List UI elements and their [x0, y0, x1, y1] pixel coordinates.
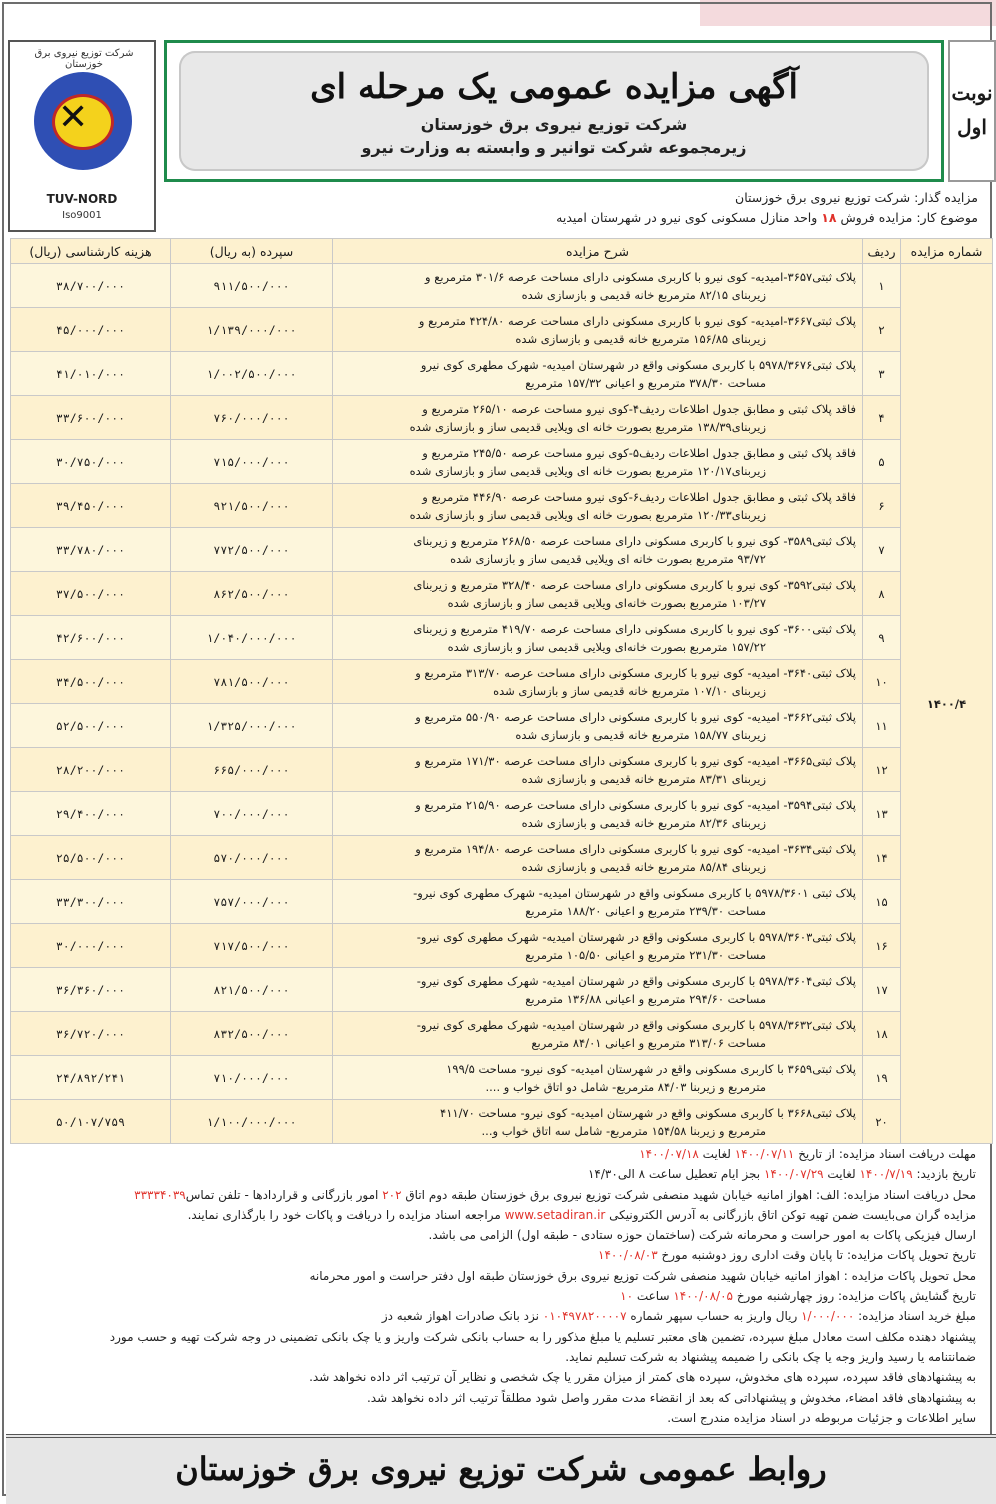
- description-cell: [333, 880, 863, 924]
- desc-line-1: پلاک ثبتی۳۶۶۲- امیدیه- کوی نیرو با کاربری مسکونی دارای مساحت عرصه ۵۵۰/۹۰ مترمربع و: [415, 709, 856, 724]
- note-t: محل تحویل پاکات مزایده : اهواز امانیه خیابان شهید منصفی شرکت توزیع نیروی برق خوزستان طبقه اول دفتر حراست و امور محرمانه: [309, 1268, 976, 1283]
- fee-cell: ۲۹/۴۰۰/۰۰۰: [11, 792, 171, 836]
- table-row: [11, 1100, 993, 1144]
- desc-line-1: فاقد پلاک ثبتی و مطابق جدول اطلاعات ردیف۴-کوی نیرو مساحت عرصه ۲۶۵/۱۰ مترمربع و: [422, 401, 856, 416]
- description-cell: [333, 792, 863, 836]
- description-cell: [333, 924, 863, 968]
- note-r: ۱۴۰۰/۷/۱۹: [859, 1167, 913, 1182]
- description-cell: [333, 352, 863, 396]
- note-t: تاریخ گشایش پاکات مزایده: روز چهارشنبه مورخ: [733, 1289, 976, 1304]
- table-row: [11, 528, 993, 572]
- note-r: ۲۰۲: [382, 1187, 402, 1202]
- fee-cell: ۳۷/۵۰۰/۰۰۰: [11, 572, 171, 616]
- note-t: تاریخ بازدید:: [912, 1167, 976, 1182]
- deposit-cell: ۷۸۱/۵۰۰/۰۰۰: [171, 660, 333, 704]
- note-t3: نزد بانک صادرات اهواز شعبه دز: [381, 1309, 543, 1324]
- fee-cell: ۳۴/۵۰۰/۰۰۰: [11, 660, 171, 704]
- desc-line-2: زیربنای ۱۵۶/۸۵ مترمربع خانه قدیمی و بازسازی شده: [515, 331, 766, 346]
- deposit-cell: ۹۱۱/۵۰۰/۰۰۰: [171, 264, 333, 308]
- fee-cell: ۳۶/۳۶۰/۰۰۰: [11, 968, 171, 1012]
- note-line: [18, 1408, 976, 1428]
- desc-line-2: ۱۵۷/۲۲ مترمربع بصورت خانه‌ای ویلایی قدیمی ساز و بازسازی شده: [447, 639, 766, 654]
- auction-number-cell: ۱۴۰۰/۴: [901, 264, 993, 1144]
- note-line: [18, 1245, 976, 1265]
- note-r: ۱/۰۰۰/۰۰۰: [801, 1309, 855, 1324]
- fee-cell: ۴۵/۰۰۰/۰۰۰: [11, 308, 171, 352]
- fee-cell: ۵۲/۵۰۰/۰۰۰: [11, 704, 171, 748]
- note-r: ۱۴۰۰/۰۸/۰۳: [598, 1248, 658, 1263]
- fee-cell: ۵۰/۱۰۷/۷۵۹: [11, 1100, 171, 1144]
- row-number-cell: ۱۸: [863, 1012, 901, 1056]
- table-row: [11, 396, 993, 440]
- note-t: سایر اطلاعات و جزئیات مربوطه در اسناد مزایده مندرج است.: [667, 1410, 976, 1425]
- description-cell: [333, 1056, 863, 1100]
- desc-line-1: پلاک ثبتی ۵۹۷۸/۳۶۰۱ با کاربری مسکونی واقع در شهرستان امیدیه- شهرک مطهری کوی نیرو-: [413, 885, 856, 900]
- description-cell: [333, 748, 863, 792]
- note-line: [18, 1185, 976, 1205]
- note-line: [18, 1266, 976, 1286]
- note-t: پیشنهاد دهنده مکلف است معادل مبلغ سپرده، تضمین های معتبر تسلیم یا مبلغ مذکور را به حساب بانکی شرکت واریز و یا چک بانکی تضمینی در وجه شرکت تهیه و حسب مورد: [109, 1329, 976, 1344]
- table-row: [11, 264, 993, 308]
- note-line: [18, 1144, 976, 1164]
- footer-text: روابط عمومی شرکت توزیع نیروی برق خوزستان: [175, 1450, 827, 1488]
- row-number-cell: ۳: [863, 352, 901, 396]
- deposit-cell: ۱/۱۳۹/۰۰۰/۰۰۰: [171, 308, 333, 352]
- desc-line-2: مساحت ۲۳۹/۳۰ مترمربع و اعیانی ۱۸۸/۲۰ مترمربع: [525, 903, 766, 918]
- note-r2: ۳۳۳۳۴۰۳۹: [134, 1187, 186, 1202]
- table-row: [11, 440, 993, 484]
- deposit-cell: ۶۶۵/۰۰۰/۰۰۰: [171, 748, 333, 792]
- footer-banner: [6, 1434, 996, 1504]
- table-row: [11, 748, 993, 792]
- company-logo: [8, 40, 156, 232]
- iso-label: Iso9001: [62, 210, 102, 221]
- header-desc: شرح مزایده: [333, 239, 863, 264]
- deposit-cell: ۱/۰۰۲/۵۰۰/۰۰۰: [171, 352, 333, 396]
- fee-cell: ۳۰/۰۰۰/۰۰۰: [11, 924, 171, 968]
- desc-line-2: زیربنای ۸۳/۳۱ مترمربع خانه قدیمی و بازسازی شده: [521, 771, 766, 786]
- note-t: تاریخ تحویل پاکات مزایده: تا پایان وقت اداری روز دوشنبه مورخ: [657, 1248, 976, 1263]
- note-r2: ۱۴۰۰/۰۷/۲۹: [763, 1167, 824, 1182]
- note-t: مبلغ خرید اسناد مزایده:: [854, 1309, 976, 1324]
- note-r[interactable]: www.setadiran.ir: [504, 1207, 606, 1222]
- deposit-cell: ۸۳۲/۵۰۰/۰۰۰: [171, 1012, 333, 1056]
- desc-line-1: پلاک ثبتی۳۶۶۸ با کاربری مسکونی واقع در شهرستان امیدیه- کوی نیرو- مساحت ۴۱۱/۷۰: [440, 1105, 856, 1120]
- subject-label: موضوع کار:: [916, 210, 978, 225]
- fee-cell: ۳۳/۶۰۰/۰۰۰: [11, 396, 171, 440]
- table-row: [11, 880, 993, 924]
- fee-cell: ۳۳/۳۰۰/۰۰۰: [11, 880, 171, 924]
- row-number-cell: ۲: [863, 308, 901, 352]
- row-number-cell: ۱۵: [863, 880, 901, 924]
- note-r2: ۱۰: [620, 1289, 634, 1304]
- title-panel: [179, 51, 929, 171]
- header-fee: هزینه کارشناسی (ریال): [11, 239, 171, 264]
- fee-cell: ۳۶/۷۲۰/۰۰۰: [11, 1012, 171, 1056]
- turn-badge: [948, 40, 996, 182]
- table-body: [11, 264, 993, 1144]
- description-cell: [333, 1012, 863, 1056]
- table-row: [11, 352, 993, 396]
- fee-cell: ۲۴/۸۹۲/۲۴۱: [11, 1056, 171, 1100]
- description-cell: [333, 308, 863, 352]
- row-number-cell: ۲۰: [863, 1100, 901, 1144]
- desc-line-1: پلاک ثبتی۳۵۸۹- کوی نیرو با کاربری مسکونی دارای مساحت عرصه ۲۶۸/۵۰ مترمربع و زیربنای: [413, 533, 856, 548]
- table-row: [11, 660, 993, 704]
- header-deposit: سپرده (به ریال): [171, 239, 333, 264]
- page-title: آگهی مزایده عمومی یک مرحله ای: [310, 67, 798, 107]
- note-line: [18, 1367, 976, 1387]
- desc-line-2: مترمربع و زیربنا ۸۴/۰۳ مترمربع- شامل دو اتاق خواب و ....: [485, 1079, 766, 1094]
- note-line: [18, 1327, 976, 1347]
- desc-line-1: پلاک ثبتی۵۹۷۸/۳۶۳۲ با کاربری مسکونی واقع در شهرستان امیدیه- شهرک مطهری کوی نیرو-: [416, 1017, 856, 1032]
- fee-cell: ۳۰/۷۵۰/۰۰۰: [11, 440, 171, 484]
- desc-line-1: پلاک ثبتی۵۹۷۸/۳۶۷۶ با کاربری مسکونی واقع در شهرستان امیدیه- شهرک مطهری کوی نیرو: [420, 357, 856, 372]
- desc-line-2: زیربنای ۱۰۷/۱۰ مترمربع خانه قدیمی ساز و بازسازی شده: [493, 683, 766, 698]
- note-t: ضمانتنامه یا رسید واریز وجه یا چک بانکی را ضمیمه پیشنهاد به شرکت تسلیم نماید.: [565, 1349, 976, 1364]
- row-number-cell: ۴: [863, 396, 901, 440]
- deposit-cell: ۱/۱۰۰/۰۰۰/۰۰۰: [171, 1100, 333, 1144]
- note-t: ارسال فیزیکی پاکات به امور حراست و محرمانه شرکت (ساختمان حوزه ستادی - طبقه اول) الزامی می باشد.: [428, 1228, 976, 1243]
- logo-arc-text: شرکت توزیع نیروی برق خوزستان: [34, 48, 134, 70]
- desc-line-1: پلاک ثبتی۵۹۷۸/۳۶۰۴ با کاربری مسکونی واقع در شهرستان امیدیه- شهرک مطهری کوی نیرو-: [416, 973, 856, 988]
- row-number-cell: ۱۷: [863, 968, 901, 1012]
- deposit-cell: ۷۱۰/۰۰۰/۰۰۰: [171, 1056, 333, 1100]
- note-line: [18, 1225, 976, 1245]
- table-row: [11, 1012, 993, 1056]
- note-t2: ریال واریز به حساب سپهر شماره: [626, 1309, 802, 1324]
- desc-line-2: مترمربع و زیربنا ۱۵۴/۵۸ مترمربع- شامل سه اتاق خواب و...: [481, 1123, 766, 1138]
- table-row: [11, 924, 993, 968]
- table-header-row: [11, 239, 993, 264]
- deposit-cell: ۱/۳۲۵/۰۰۰/۰۰۰: [171, 704, 333, 748]
- description-cell: [333, 484, 863, 528]
- description-cell: [333, 836, 863, 880]
- desc-line-1: فاقد پلاک ثبتی و مطابق جدول اطلاعات ردیف۶-کوی نیرو مساحت عرصه ۴۴۶/۹۰ مترمربع و: [422, 489, 856, 504]
- organizer-value: شرکت توزیع نیروی برق خوزستان: [735, 190, 911, 205]
- desc-line-2: زیربنای۱۲۰/۳۳ مترمربع بصورت خانه ای ویلایی قدیمی ساز و بازسازی شده: [409, 507, 766, 522]
- note-r2: ۱۴۰۰/۰۷/۱۸: [639, 1147, 699, 1161]
- note-line: [18, 1388, 976, 1408]
- row-number-cell: ۷: [863, 528, 901, 572]
- row-number-cell: ۱۴: [863, 836, 901, 880]
- note-r: ۱۴۰۰/۰۸/۰۵: [673, 1289, 733, 1304]
- note-t: به پیشنهادهای فاقد سپرده، سپرده های مخدوش، سپرده های کمتر از میزان مقرر یا چک شخصی و نظایر آن ترتیب اثر داده نخواهد شد.: [309, 1370, 976, 1385]
- note-r: ۱۴۰۰/۰۷/۱۱: [734, 1147, 795, 1161]
- note-line: [18, 1164, 976, 1184]
- fee-cell: ۴۱/۰۱۰/۰۰۰: [11, 352, 171, 396]
- note-t2: لغایت: [698, 1147, 735, 1161]
- company-name: شرکت توزیع نیروی برق خوزستان: [420, 115, 688, 134]
- description-cell: [333, 968, 863, 1012]
- note-line: [18, 1347, 976, 1367]
- deposit-cell: ۷۱۷/۵۰۰/۰۰۰: [171, 924, 333, 968]
- organizer-label: مزایده گذار:: [914, 190, 978, 205]
- row-number-cell: ۵: [863, 440, 901, 484]
- desc-line-1: پلاک ثبتی۳۶۵۹ با کاربری مسکونی واقع در شهرستان امیدیه- کوی نیرو- مساحت ۱۹۹/۵: [446, 1061, 856, 1076]
- description-cell: [333, 528, 863, 572]
- deposit-cell: ۷۷۲/۵۰۰/۰۰۰: [171, 528, 333, 572]
- table-row: [11, 484, 993, 528]
- note-t3: بجز ایام تعطیل ساعت ۸ الی۱۴/۳۰: [587, 1167, 764, 1182]
- turn-value: اول: [957, 115, 987, 139]
- desc-line-1: پلاک ثبتی۳۶۶۷-امیدیه- کوی نیرو با کاربری مسکونی دارای مساحت عرصه ۴۲۴/۸۰ مترمربع و: [418, 313, 856, 328]
- cert-label: TUV-NORD: [46, 192, 118, 206]
- table-row: [11, 1056, 993, 1100]
- note-t: محل دریافت اسناد مزایده: الف: اهواز امانیه خیابان شهید منصفی شرکت توزیع نیروی برق خوزستان طبقه دوم اتاق: [401, 1187, 976, 1202]
- deposit-cell: ۷۶۰/۰۰۰/۰۰۰: [171, 396, 333, 440]
- desc-line-2: زیربنای ۸۲/۳۶ مترمربع خانه قدیمی و بازسازی شده: [521, 815, 766, 830]
- desc-line-2: مساحت ۳۱۳/۰۶ مترمربع و اعیانی ۸۴/۰۱ مترمربع: [531, 1035, 766, 1050]
- fee-cell: ۴۲/۶۰۰/۰۰۰: [11, 616, 171, 660]
- fee-cell: ۳۹/۴۵۰/۰۰۰: [11, 484, 171, 528]
- desc-line-2: مساحت ۲۹۴/۶۰ مترمربع و اعیانی ۱۳۶/۸۸ مترمربع: [525, 991, 766, 1006]
- description-cell: [333, 660, 863, 704]
- desc-line-2: زیربنای ۸۵/۸۴ مترمربع خانه قدیمی و بازسازی شده: [521, 859, 766, 874]
- note-t2: امور بازرگانی و قراردادها - تلفن تماس: [185, 1187, 383, 1202]
- desc-line-2: ۱۰۳/۲۷ مترمربع بصورت خانه‌ای ویلایی قدیمی ساز و بازسازی شده: [447, 595, 766, 610]
- fee-cell: ۳۸/۷۰۰/۰۰۰: [11, 264, 171, 308]
- note-line: [18, 1286, 976, 1306]
- notes-section: [18, 1144, 976, 1428]
- logo-mark-icon: ✕: [58, 97, 89, 138]
- note-line: [18, 1306, 976, 1326]
- description-cell: [333, 440, 863, 484]
- table-row: [11, 308, 993, 352]
- header-row: ردیف: [863, 239, 901, 264]
- subject-line: [164, 210, 978, 225]
- desc-line-2: زیربنای۱۲۰/۱۷ مترمربع بصورت خانه ای ویلایی قدیمی ساز و بازسازی شده: [409, 463, 766, 478]
- turn-label: نوبت: [951, 81, 993, 105]
- desc-line-1: پلاک ثبتی۳۶۳۴- امیدیه- کوی نیرو با کاربری مسکونی دارای مساحت عرصه ۱۹۴/۸۰ مترمربع و: [415, 841, 856, 856]
- deposit-cell: ۱/۰۴۰/۰۰۰/۰۰۰: [171, 616, 333, 660]
- row-number-cell: ۱۰: [863, 660, 901, 704]
- row-number-cell: ۹: [863, 616, 901, 660]
- auction-table: [10, 238, 993, 1144]
- desc-line-1: پلاک ثبتی۳۵۹۴- امیدیه- کوی نیرو با کاربری مسکونی دارای مساحت عرصه ۲۱۵/۹۰ مترمربع و: [415, 797, 856, 812]
- description-cell: [333, 704, 863, 748]
- subject-post: واحد منازل مسکونی کوی نیرو در شهرستان امیدیه: [556, 210, 818, 225]
- fee-cell: ۲۸/۲۰۰/۰۰۰: [11, 748, 171, 792]
- note-line: [18, 1205, 976, 1225]
- table-row: [11, 836, 993, 880]
- deposit-cell: ۷۱۵/۰۰۰/۰۰۰: [171, 440, 333, 484]
- row-number-cell: ۱۳: [863, 792, 901, 836]
- note-t2: لغایت: [823, 1167, 860, 1182]
- note-t2: مراجعه اسناد مزایده را دریافت و پاکات خود را بارگذاری نمایند.: [187, 1207, 505, 1222]
- description-cell: [333, 572, 863, 616]
- desc-line-2: ۹۳/۷۲ مترمربع بصورت خانه ای ویلایی قدیمی ساز و بازسازی شده: [450, 551, 766, 566]
- row-number-cell: ۱۱: [863, 704, 901, 748]
- fee-cell: ۳۳/۷۸۰/۰۰۰: [11, 528, 171, 572]
- desc-line-2: مساحت ۲۳۱/۳۰ مترمربع و اعیانی ۱۰۵/۵۰ مترمربع: [525, 947, 766, 962]
- fee-cell: ۲۵/۵۰۰/۰۰۰: [11, 836, 171, 880]
- deposit-cell: ۸۶۲/۵۰۰/۰۰۰: [171, 572, 333, 616]
- description-cell: [333, 396, 863, 440]
- row-number-cell: ۱۶: [863, 924, 901, 968]
- deposit-cell: ۸۲۱/۵۰۰/۰۰۰: [171, 968, 333, 1012]
- organizer-line: [164, 190, 978, 205]
- desc-line-2: زیربنای ۱۵۸/۷۷ مترمربع خانه قدیمی و بازسازی شده: [515, 727, 766, 742]
- row-number-cell: ۶: [863, 484, 901, 528]
- deposit-cell: ۹۲۱/۵۰۰/۰۰۰: [171, 484, 333, 528]
- note-t: مزایده گران می‌بایست ضمن تهیه توکن اتاق بازرگانی به آدرس الکترونیکی: [605, 1207, 976, 1222]
- desc-line-1: پلاک ثبتی۳۶۵۷-امیدیه- کوی نیرو با کاربری مسکونی دارای مساحت عرصه ۳۰۱/۶ مترمربع و: [425, 269, 856, 284]
- table-row: [11, 616, 993, 660]
- table-row: [11, 572, 993, 616]
- desc-line-1: فاقد پلاک ثبتی و مطابق جدول اطلاعات ردیف۵-کوی نیرو مساحت عرصه ۲۴۵/۵۰ مترمربع و: [422, 445, 856, 460]
- table-row: [11, 792, 993, 836]
- deposit-cell: ۵۷۰/۰۰۰/۰۰۰: [171, 836, 333, 880]
- desc-line-1: پلاک ثبتی۳۶۶۵- امیدیه- کوی نیرو با کاربری مسکونی دارای مساحت عرصه ۱۷۱/۳۰ مترمربع و: [415, 753, 856, 768]
- header-auction-no: شماره مزایده: [901, 239, 993, 264]
- desc-line-2: زیربنای۱۳۸/۳۹ مترمربع بصورت خانه ای ویلایی قدیمی ساز و بازسازی شده: [409, 419, 766, 434]
- parent-org: زیرمجموعه شرکت توانیر و وابسته به وزارت نیرو: [361, 138, 747, 157]
- title-frame: [164, 40, 944, 182]
- row-number-cell: ۱: [863, 264, 901, 308]
- row-number-cell: ۱۲: [863, 748, 901, 792]
- description-cell: [333, 616, 863, 660]
- table-row: [11, 968, 993, 1012]
- note-r2: ۰۱۰۴۹۷۸۲۰۰۰۰۷: [542, 1309, 627, 1324]
- deposit-cell: ۷۵۷/۰۰۰/۰۰۰: [171, 880, 333, 924]
- desc-line-1: پلاک ثبتی۳۶۴۰- امیدیه- کوی نیرو با کاربری مسکونی دارای مساحت عرصه ۳۱۳/۷۰ مترمربع و: [415, 665, 856, 680]
- subject-count: ۱۸: [821, 210, 837, 225]
- deposit-cell: ۷۰۰/۰۰۰/۰۰۰: [171, 792, 333, 836]
- advertisement-page: [2, 2, 992, 1496]
- note-t2: ساعت: [633, 1289, 674, 1304]
- row-number-cell: ۱۹: [863, 1056, 901, 1100]
- row-number-cell: ۸: [863, 572, 901, 616]
- table-row: [11, 704, 993, 748]
- note-t: به پیشنهادهای فاقد امضاء، مخدوش و پیشنهاداتی که بعد از انقضاء مدت مقرر واصل شود مطلقاً ترتیب اثر داده نخواهد شد.: [366, 1390, 976, 1405]
- desc-line-1: پلاک ثبتی۳۶۰۰- کوی نیرو با کاربری مسکونی دارای مساحت عرصه ۴۱۹/۷۰ مترمربع و زیربنای: [413, 621, 856, 636]
- description-cell: [333, 264, 863, 308]
- desc-line-2: مساحت ۳۷۸/۳۰ مترمربع و اعیانی ۱۵۷/۳۲ مترمربع: [525, 375, 766, 390]
- desc-line-1: پلاک ثبتی۵۹۷۸/۳۶۰۳ با کاربری مسکونی واقع در شهرستان امیدیه- شهرک مطهری کوی نیرو-: [416, 929, 856, 944]
- desc-line-1: پلاک ثبتی۳۵۹۲- کوی نیرو با کاربری مسکونی دارای مساحت عرصه ۳۲۸/۴۰ مترمربع و زیربنای: [413, 577, 856, 592]
- desc-line-2: زیربنای ۸۲/۱۵ مترمربع خانه قدیمی و بازسازی شده: [521, 287, 766, 302]
- description-cell: [333, 1100, 863, 1144]
- note-t: مهلت دریافت اسناد مزایده: از تاریخ: [794, 1147, 976, 1161]
- subject-pre: مزایده فروش: [840, 210, 913, 225]
